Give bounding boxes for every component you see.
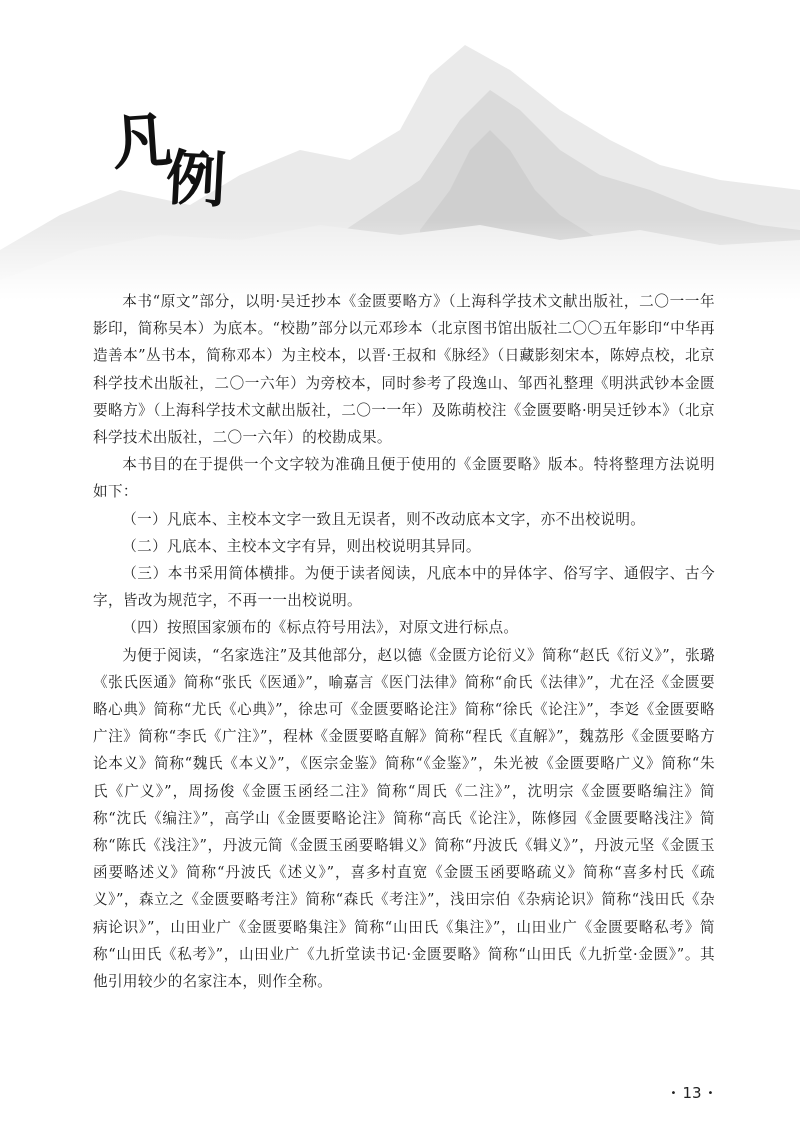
page-number-value: 13 — [682, 1084, 702, 1102]
section-title-char-1: 凡 — [109, 104, 175, 180]
paragraph: 为便于阅读，“名家选注”及其他部分，赵以德《金匮方论衍义》简称“赵氏《衍义》”，张璐《张氏医通》简称“张氏《医通》”，喻嘉言《医门法律》简称“俞氏《法律》”，尤在泾《金匮要略心典》简称“尤氏《心典》”，徐忠可《金匮要略论注》简称“徐氏《论注》”，李彣《金匮要略广注》简称“李氏《广注》”，程林《金匮要略直解》简称“程氏《直解》”，魏荔彤《金匮要略方论本义》简称“魏氏《本义》”，《医宗金鉴》简称“《金鉴》”，朱光被《金匮要略广义》简称“朱氏《广义》”，周扬俊《金匮玉函经二注》简称“周氏《二注》”，沈明宗《金匮要略编注》简称“沈氏《编注》”，高学山《金匮要略论注》简称“高氏《论注》，陈修园《金匮要略浅注》简称“陈氏《浅注》”，丹波元简《金匮玉函要略辑义》简称“丹波氏《辑义》”，丹波元坚《金匮玉函要略述义》简称“丹波氏《述义》”，喜多村直宽《金匮玉函要略疏义》简称“喜多村氏《疏义》”，森立之《金匮要略考注》简称“森氏《考注》”，浅田宗伯《杂病论识》简称“浅田氏《杂病论识》”，山田业广《金匮要略集注》简称“山田氏《集注》”，山田业广《金匮要略私考》简称“山田氏《私考》”，山田业广《九折堂读书记·金匮要略》简称“山田氏《九折堂·金匮》”。其他引用较少的名家注本，则作全称。 — [93, 646, 715, 991]
paragraph: 本书“原文”部分，以明·吴迁抄本《金匮要略方》（上海科学技术文献出版社，二〇一一年影印，简称吴本）为底本。“校勘”部分以元邓珍本（北京图书馆出版社二〇〇五年影印“中华再造善本”丛书本，简称邓本）为主校本，以晋·王叔和《脉经》（日藏影刻宋本，陈婷点校，北京科学技术出版社，二〇一六年）为旁校本，同时参考了段逸山、邹西礼整理《明洪武钞本金匮要略方》（上海科学技术文献出版社，二〇一一年）及陈萌校注《金匮要略·明吴迁钞本》（北京科学技术出版社，二〇一六年）的校勘成果。 — [93, 293, 715, 447]
paragraph: 本书目的在于提供一个文字较为准确且便于使用的《金匮要略》版本。特将整理方法说明如下： — [93, 456, 715, 501]
paragraph: （一）凡底本、主校本文字一致且无误者，则不改动底本文字，亦不出校说明。 — [122, 510, 646, 528]
section-title-char-2: 例 — [164, 143, 228, 217]
paragraph: （四）按照国家颁布的《标点符号用法》，对原文进行标点。 — [122, 619, 519, 637]
body-text — [93, 288, 715, 995]
page-number — [652, 1084, 732, 1102]
dot-left: • — [670, 1088, 677, 1099]
paragraph: （二）凡底本、主校本文字有异，则出校说明其异同。 — [122, 537, 481, 555]
dot-right: • — [707, 1088, 714, 1099]
paragraph: （三）本书采用简体横排。为便于读者阅读，凡底本中的异体字、俗写字、通假字、古今字，皆改为规范字，不再一一出校说明。 — [93, 565, 715, 610]
